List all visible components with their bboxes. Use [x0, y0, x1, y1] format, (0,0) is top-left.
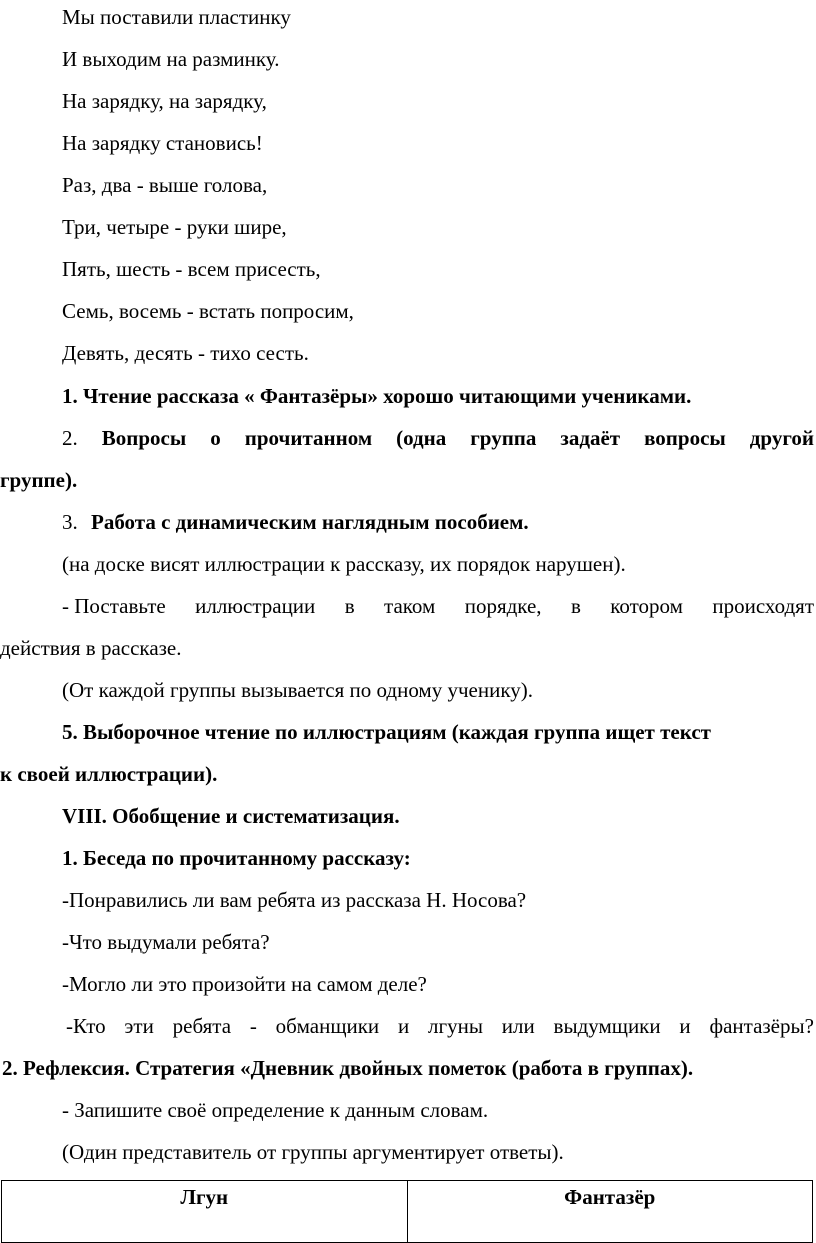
note: (на доске висят иллюстрации к рассказу, их порядок нарушен).	[62, 552, 626, 576]
section-title: Работа с динамическим наглядным пособием.	[91, 510, 529, 534]
word: - Поставьте	[62, 594, 166, 618]
poem-line: Девять, десять - тихо сесть.	[62, 341, 309, 365]
word: Вопросы	[101, 426, 187, 450]
word: в	[344, 594, 355, 618]
word: и	[679, 1014, 691, 1038]
word: (одна	[396, 426, 447, 450]
word: или	[501, 1014, 535, 1038]
section-reading: 1. Чтение рассказа « Фантазёры» хорошо читающими учениками.	[62, 384, 692, 408]
word: лгуны	[428, 1014, 483, 1038]
double-entry-table	[1, 1180, 813, 1243]
word: иллюстрации	[195, 594, 316, 618]
word: обманщики	[275, 1014, 380, 1038]
word: таком	[384, 594, 436, 618]
task-instruction-cont: действия в рассказе.	[0, 636, 182, 660]
word: эти	[124, 1014, 154, 1038]
section-discussion: 1. Беседа по прочитанному рассказу:	[62, 846, 411, 870]
section-number: 2.	[62, 426, 78, 450]
word: происходят	[712, 594, 814, 618]
word: прочитанном	[244, 426, 373, 450]
question: -Могло ли это произойти на самом деле?	[62, 972, 427, 996]
section-questions	[62, 425, 814, 451]
question: -Понравились ли вам ребята из рассказа Н. Носова?	[62, 888, 527, 912]
section-generalization: VIII. Обобщение и систематизация.	[62, 804, 400, 828]
question	[66, 1013, 814, 1039]
word: котором	[610, 594, 683, 618]
word: ребята	[172, 1014, 232, 1038]
word: -	[249, 1014, 257, 1038]
word: группа	[470, 426, 537, 450]
question: -Что выдумали ребята?	[62, 930, 270, 954]
poem-line: Семь, восемь - встать попросим,	[62, 299, 354, 323]
table-row	[2, 1181, 813, 1243]
word: о	[210, 426, 221, 450]
task-instruction	[62, 593, 814, 619]
word: порядке,	[464, 594, 542, 618]
section-visual-aid	[62, 509, 529, 535]
poem-line: И выходим на разминку.	[62, 47, 280, 71]
table-header: Фантазёр	[407, 1181, 813, 1243]
word: вопросы	[644, 426, 726, 450]
word: задаёт	[560, 426, 621, 450]
section-questions-cont: группе).	[0, 468, 78, 492]
word: -Кто	[66, 1014, 106, 1038]
instruction: (Один представитель от группы аргументирует ответы).	[62, 1140, 564, 1164]
poem-line: Мы поставили пластинку	[62, 5, 291, 29]
section-reflection: 2. Рефлексия. Стратегия «Дневник двойных пометок (работа в группах).	[2, 1056, 694, 1080]
instruction: - Запишите своё определение к данным словам.	[62, 1098, 489, 1122]
table-header: Лгун	[2, 1181, 408, 1243]
poem-line: На зарядку, на зарядку,	[62, 89, 267, 113]
poem-line: Три, четыре - руки шире,	[62, 215, 287, 239]
word: и	[397, 1014, 410, 1038]
word: другой	[749, 426, 814, 450]
note: (От каждой группы вызывается по одному ученику).	[62, 678, 533, 702]
poem-line: Пять, шесть - всем присесть,	[62, 257, 321, 281]
word: фантазёры?	[709, 1014, 814, 1038]
section-selective-reading-cont: к своей иллюстрации).	[0, 762, 218, 786]
word: выдумщики	[553, 1014, 661, 1038]
poem-line: На зарядку становись!	[62, 131, 263, 155]
section-selective-reading: 5. Выборочное чтение по иллюстрациям (каждая группа ищет текст	[62, 720, 711, 744]
section-number: 3.	[62, 510, 78, 534]
word: в	[570, 594, 581, 618]
poem-line: Раз, два - выше голова,	[62, 173, 268, 197]
